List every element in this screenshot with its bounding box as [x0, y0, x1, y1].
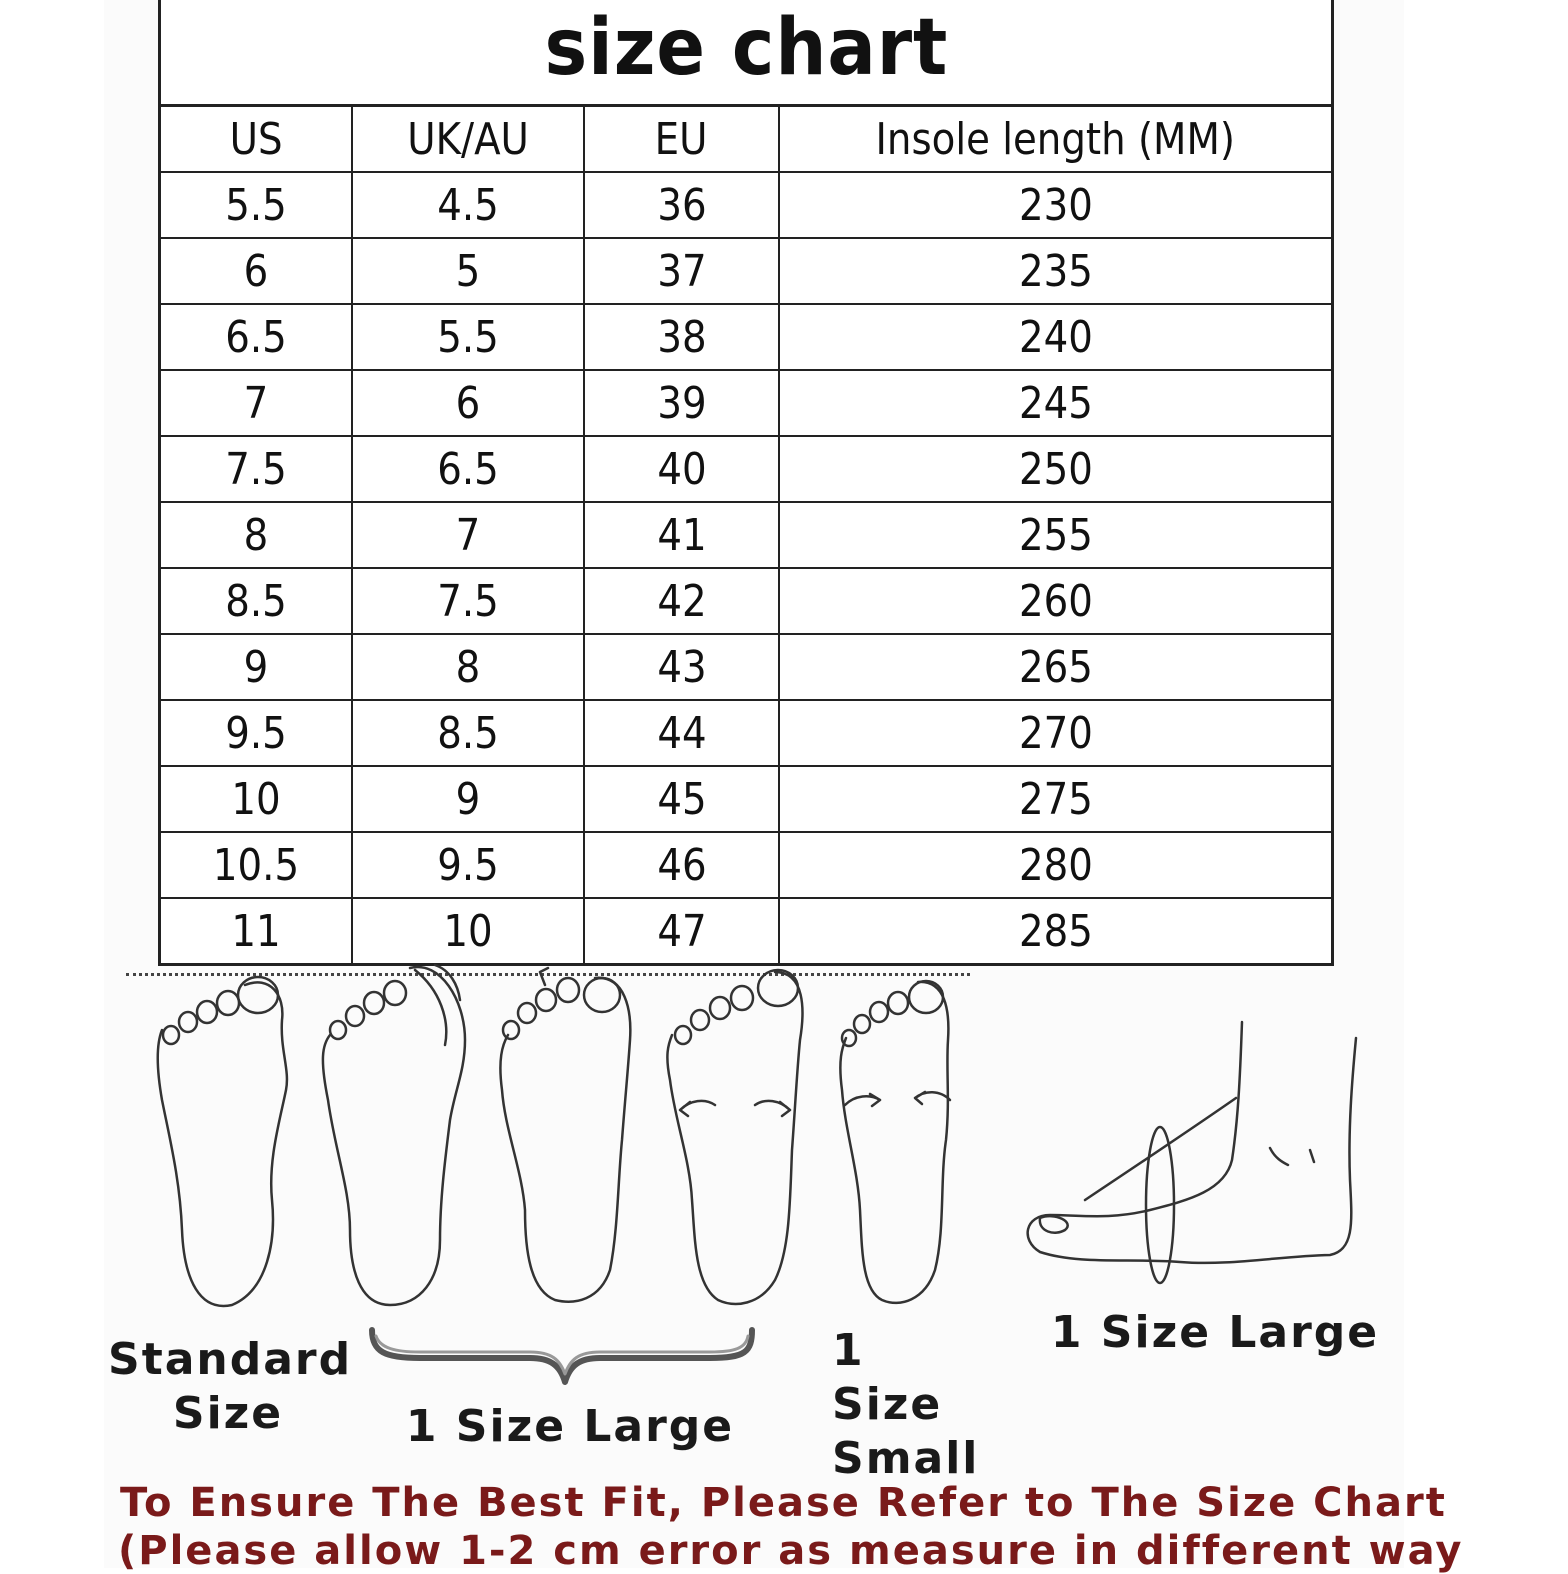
title-box: [158, 0, 1334, 107]
standard-size-label-line1: Standard: [108, 1334, 353, 1385]
table-cell: 7.5: [352, 568, 584, 634]
table-cell: 6: [160, 238, 353, 304]
table-cell: 39: [584, 370, 779, 436]
table-cell: 5.5: [160, 172, 353, 238]
table-row: [160, 832, 1333, 898]
table-cell: 10: [160, 766, 353, 832]
table-cell: 270: [779, 700, 1333, 766]
table-cell: 6.5: [160, 304, 353, 370]
table-cell: 42: [584, 568, 779, 634]
header-eu: EU: [584, 106, 779, 173]
large-group-label: 1 Size Large: [405, 1401, 735, 1452]
table-row: [160, 898, 1333, 965]
table-cell: 245: [779, 370, 1333, 436]
side-large-label: 1 Size Large: [1050, 1307, 1380, 1358]
table-row: [160, 238, 1333, 304]
fit-note-line1: To Ensure The Best Fit, Please Refer to The Size Chart: [120, 1480, 1447, 1526]
table-cell: 47: [584, 898, 779, 965]
table-cell: 230: [779, 172, 1333, 238]
table-cell: 40: [584, 436, 779, 502]
table-cell: 8: [160, 502, 353, 568]
table-cell: 45: [584, 766, 779, 832]
standard-size-label: [108, 1333, 353, 1441]
table-row: [160, 502, 1333, 568]
header-us: US: [160, 106, 353, 173]
table-cell: 8.5: [160, 568, 353, 634]
table-row: [160, 436, 1333, 502]
table-cell: 250: [779, 436, 1333, 502]
table-cell: 7: [160, 370, 353, 436]
table-cell: 46: [584, 832, 779, 898]
table-cell: 9.5: [352, 832, 584, 898]
table-cell: 38: [584, 304, 779, 370]
table-cell: 280: [779, 832, 1333, 898]
table-cell: 7: [352, 502, 584, 568]
fit-note-line2: (Please allow 1-2 cm error as measure in different way: [118, 1528, 1464, 1574]
table-cell: 41: [584, 502, 779, 568]
table-cell: 240: [779, 304, 1333, 370]
table-cell: 235: [779, 238, 1333, 304]
table-row: [160, 766, 1333, 832]
table-cell: 275: [779, 766, 1333, 832]
table-cell: 285: [779, 898, 1333, 965]
table-cell: 9: [160, 634, 353, 700]
small-size-label-line1: 1 Size: [832, 1325, 943, 1430]
table-cell: 5: [352, 238, 584, 304]
table-cell: 10.5: [160, 832, 353, 898]
table-cell: 36: [584, 172, 779, 238]
table-cell: 9: [352, 766, 584, 832]
table-row: [160, 370, 1333, 436]
size-table: [158, 104, 1334, 966]
table-cell: 44: [584, 700, 779, 766]
table-cell: 11: [160, 898, 353, 965]
table-cell: 5.5: [352, 304, 584, 370]
table-row: [160, 172, 1333, 238]
header-uk-au: UK/AU: [352, 106, 584, 173]
standard-size-label-line2: Size: [172, 1388, 284, 1439]
table-cell: 255: [779, 502, 1333, 568]
toe-alignment-line: [126, 973, 970, 976]
chart-title: size chart: [544, 3, 948, 93]
table-cell: 260: [779, 568, 1333, 634]
table-row: [160, 700, 1333, 766]
table-cell: 6: [352, 370, 584, 436]
table-header-row: [160, 106, 1333, 173]
header-insole-length: Insole length (MM): [779, 106, 1333, 173]
table-row: [160, 568, 1333, 634]
table-cell: 8.5: [352, 700, 584, 766]
table-cell: 4.5: [352, 172, 584, 238]
table-cell: 7.5: [160, 436, 353, 502]
small-size-label: [832, 1324, 992, 1486]
table-cell: 37: [584, 238, 779, 304]
small-size-label-line2: Small: [832, 1433, 980, 1484]
table-cell: 6.5: [352, 436, 584, 502]
table-cell: 43: [584, 634, 779, 700]
table-row: [160, 304, 1333, 370]
table-cell: 8: [352, 634, 584, 700]
table-cell: 10: [352, 898, 584, 965]
table-cell: 9.5: [160, 700, 353, 766]
table-row: [160, 634, 1333, 700]
table-cell: 265: [779, 634, 1333, 700]
